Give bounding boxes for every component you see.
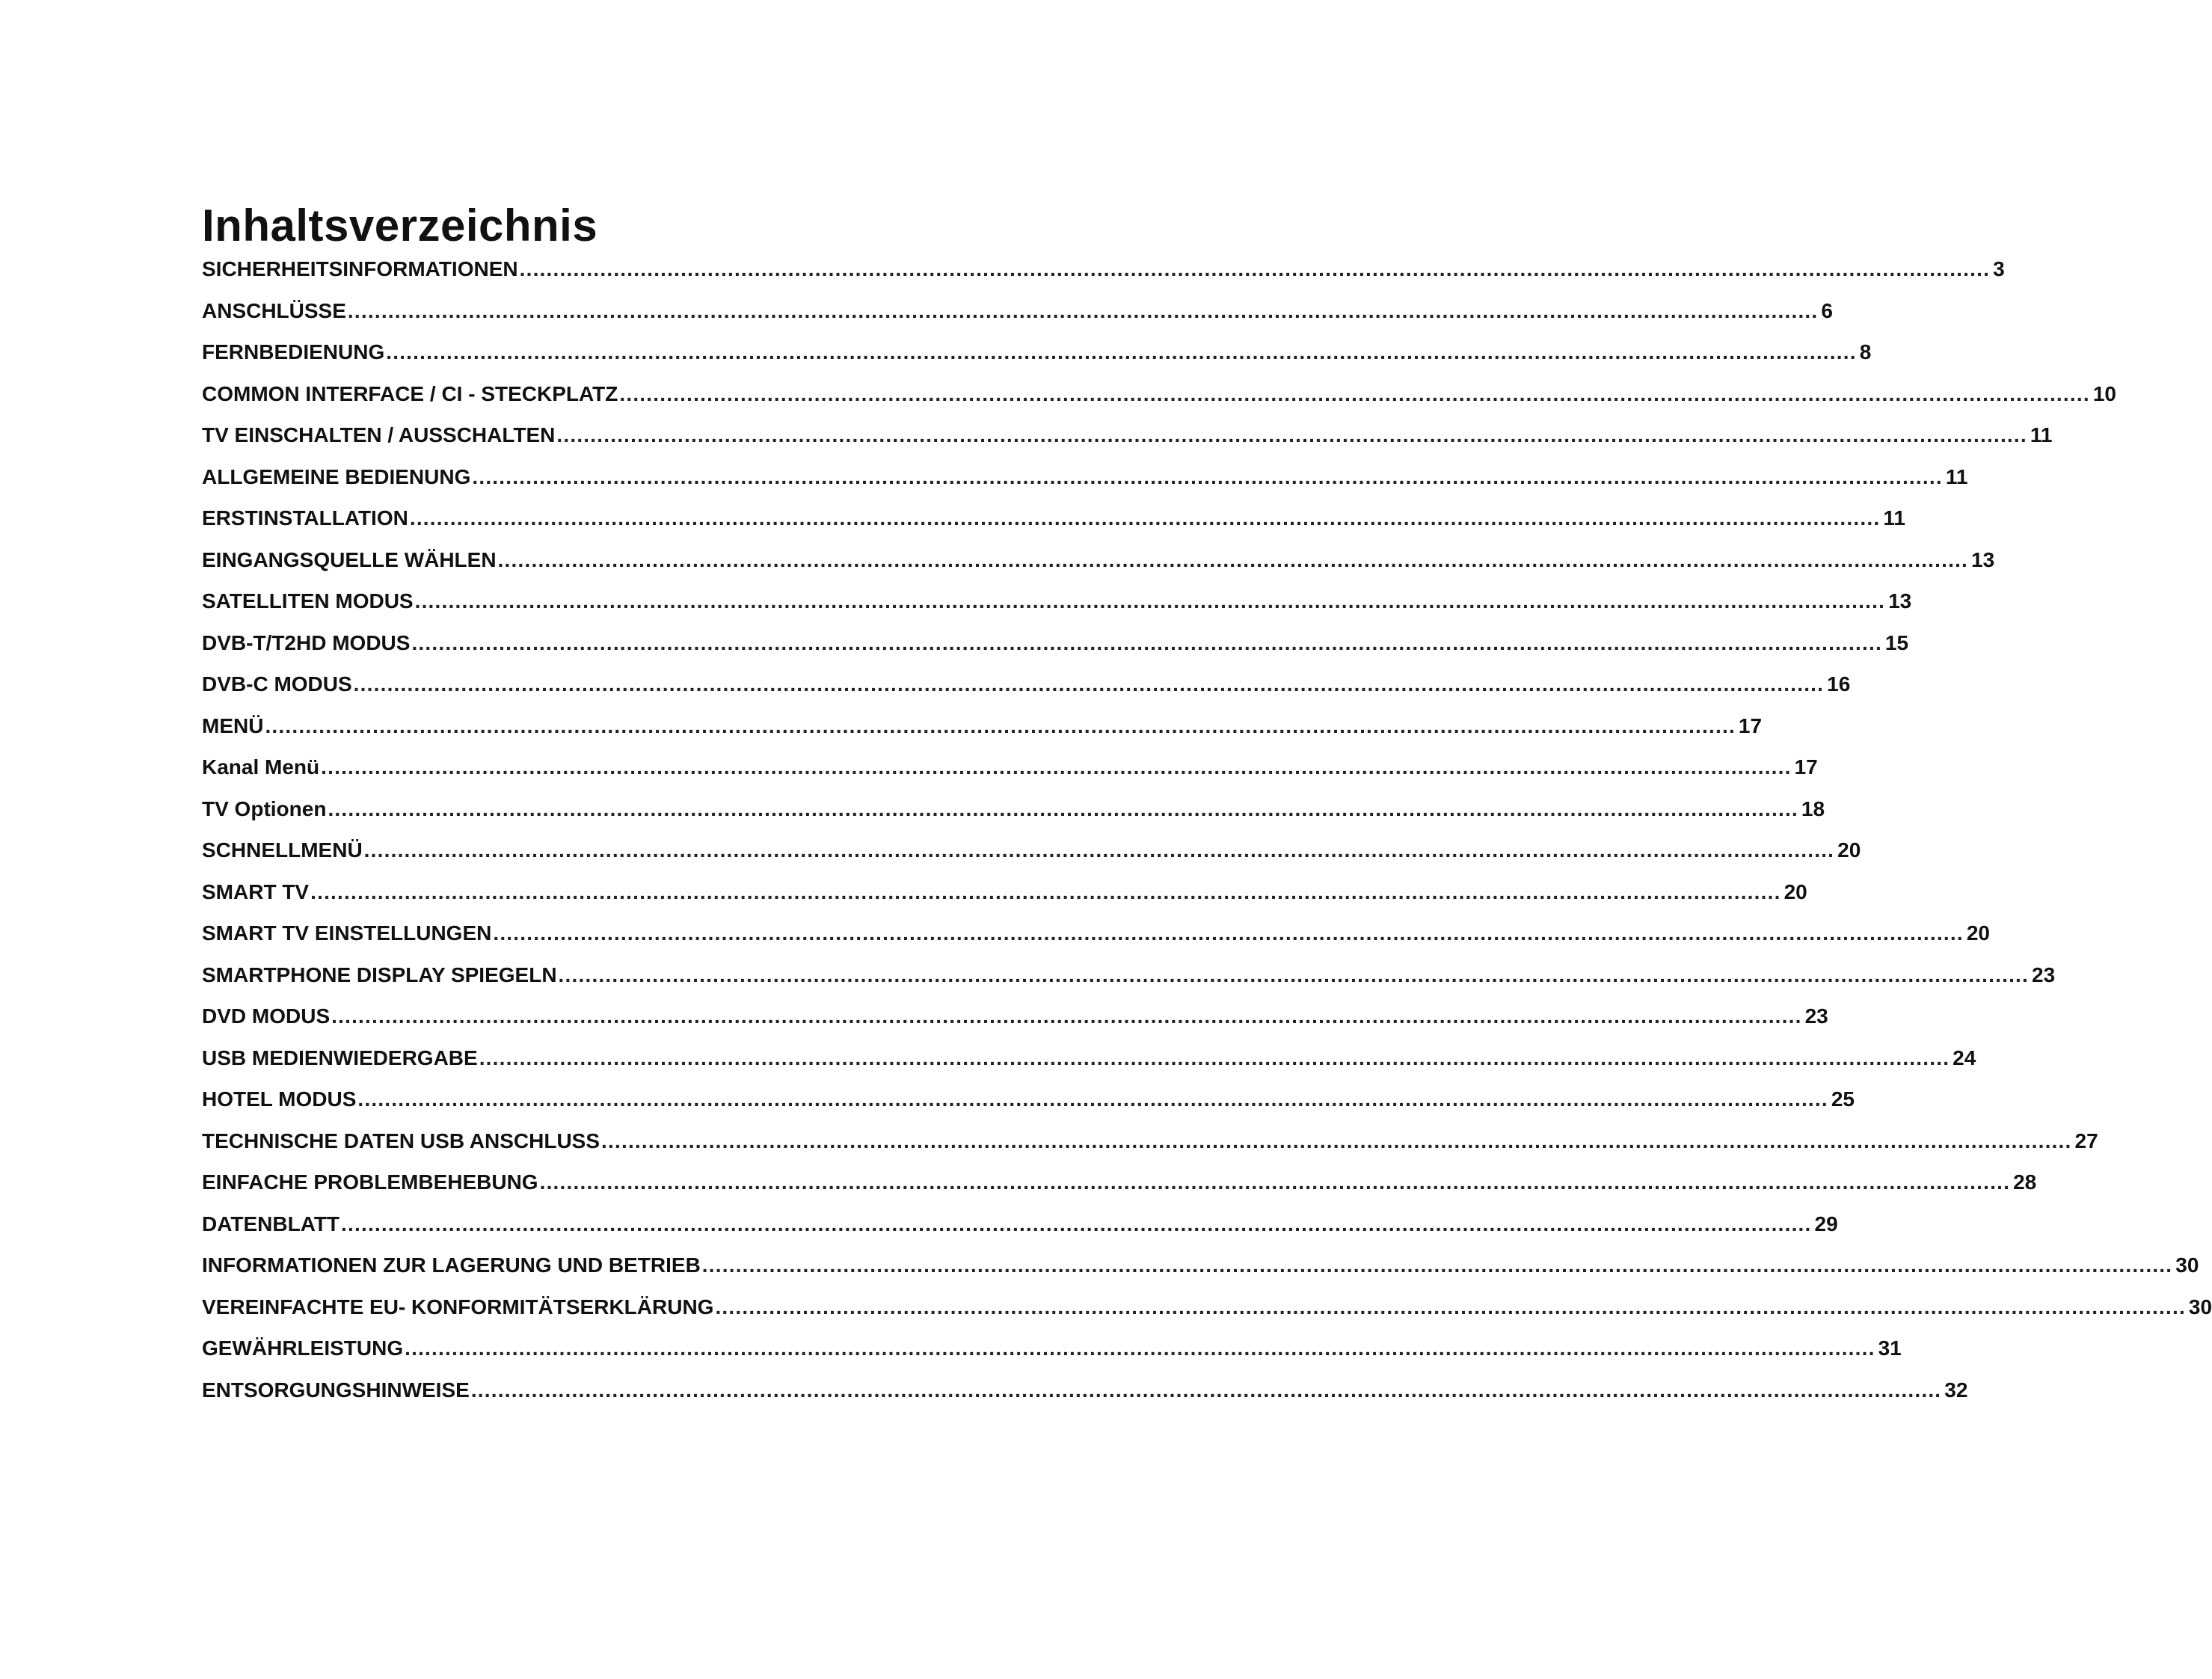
toc-entry-label: SMART TV xyxy=(202,880,310,903)
toc-entry[interactable] xyxy=(202,875,1807,917)
toc-entry[interactable] xyxy=(202,377,2116,419)
toc-entry-page-number: 23 xyxy=(1804,1004,1828,1028)
toc-entry-label: COMMON INTERFACE / CI - STECKPLATZ xyxy=(202,381,618,405)
toc-dot-leader: ........................................................................................................................................................................................................................... xyxy=(558,963,2030,986)
toc-entry-page-number: 24 xyxy=(1953,1046,1976,1069)
toc-entry-page-number: 15 xyxy=(1884,630,1909,654)
toc-list xyxy=(202,252,2212,1414)
toc-entry-page-number: 31 xyxy=(1878,1336,1902,1360)
toc-entry-page-number: 28 xyxy=(2013,1170,2037,1194)
toc-entry[interactable] xyxy=(202,460,1968,502)
toc-entry-label: SATELLITEN MODUS xyxy=(202,589,414,613)
toc-dot-leader: ........................................................................................................................................................................................................................... xyxy=(539,1170,2011,1194)
toc-dot-leader: ........................................................................................................................................................................................................................... xyxy=(353,672,1825,696)
toc-entry[interactable] xyxy=(202,958,2056,1000)
toc-entry-page-number: 6 xyxy=(1821,298,1833,322)
toc-entry[interactable] xyxy=(202,584,1912,626)
toc-entry-page-number: 17 xyxy=(1738,713,1763,737)
toc-entry[interactable] xyxy=(202,709,1763,751)
toc-entry[interactable] xyxy=(202,1331,1902,1373)
toc-entry[interactable] xyxy=(202,1082,1855,1124)
toc-entry[interactable] xyxy=(202,1207,1838,1249)
toc-entry-page-number: 13 xyxy=(1971,547,1995,571)
toc-entry-label: VEREINFACHTE EU- KONFORMITÄTSERKLÄRUNG xyxy=(202,1295,714,1319)
toc-dot-leader: ........................................................................................................................................................................................................................... xyxy=(328,796,1798,820)
toc-entry-label: ANSCHLÜSSE xyxy=(202,298,346,322)
toc-dot-leader: ........................................................................................................................................................................................................................... xyxy=(310,880,1781,903)
toc-dot-leader: ........................................................................................................................................................................................................................... xyxy=(405,1336,1875,1360)
toc-dot-leader: ........................................................................................................................................................................................................................... xyxy=(357,1087,1828,1111)
toc-dot-leader: ........................................................................................................................................................................................................................... xyxy=(414,589,1886,613)
toc-entry[interactable] xyxy=(202,294,1833,336)
toc-dot-leader: ........................................................................................................................................................................................................................... xyxy=(411,630,1882,654)
toc-entry-label: HOTEL MODUS xyxy=(202,1087,357,1111)
toc-entry-label: ERSTINSTALLATION xyxy=(202,506,408,530)
toc-dot-leader: ........................................................................................................................................................................................................................... xyxy=(497,547,1969,571)
toc-entry-label: GEWÄHRLEISTUNG xyxy=(202,1336,404,1360)
toc-entry-label: DVB-T/T2HD MODUS xyxy=(202,630,411,654)
toc-dot-leader: ........................................................................................................................................................................................................................... xyxy=(479,1046,1950,1069)
toc-entry[interactable] xyxy=(202,833,1861,875)
toc-entry[interactable] xyxy=(202,750,1818,792)
toc-entry-page-number: 17 xyxy=(1794,755,1818,779)
toc-entry-page-number: 27 xyxy=(2074,1129,2098,1152)
toc-entry[interactable] xyxy=(202,1373,1968,1415)
toc-entry-label: USB MEDIENWIEDERGABE xyxy=(202,1046,478,1069)
toc-entry-label: EINGANGSQUELLE WÄHLEN xyxy=(202,547,497,571)
toc-dot-leader: ........................................................................................................................................................................................................................... xyxy=(363,838,1835,862)
toc-entry-label: SMART TV EINSTELLUNGEN xyxy=(202,921,492,945)
toc-entry-label: SICHERHEITSINFORMATIONEN xyxy=(202,257,518,280)
toc-entry[interactable] xyxy=(202,335,1872,377)
toc-dot-leader: ........................................................................................................................................................................................................................... xyxy=(321,755,1792,779)
toc-entry-page-number: 3 xyxy=(1993,257,2005,280)
toc-entry-page-number: 20 xyxy=(1837,838,1861,862)
toc-dot-leader: ........................................................................................................................................................................................................................... xyxy=(341,1212,1812,1236)
toc-entry-label: INFORMATIONEN ZUR LAGERUNG UND BETRIEB xyxy=(202,1253,701,1277)
toc-entry[interactable] xyxy=(202,1165,2037,1207)
toc-entry-page-number: 11 xyxy=(1883,506,1905,530)
toc-entry[interactable] xyxy=(202,543,1995,585)
toc-dot-leader: ........................................................................................................................................................................................................................... xyxy=(556,423,2027,446)
toc-entry-label: TV Optionen xyxy=(202,796,327,820)
toc-dot-leader: ........................................................................................................................................................................................................................... xyxy=(409,506,1881,530)
toc-entry-page-number: 30 xyxy=(2188,1295,2212,1319)
toc-entry-page-number: 11 xyxy=(2030,423,2053,446)
toc-entry-label: TECHNISCHE DATEN USB ANSCHLUSS xyxy=(202,1129,600,1152)
toc-entry[interactable] xyxy=(202,1124,2098,1166)
toc-dot-leader: ........................................................................................................................................................................................................................... xyxy=(331,1004,1802,1028)
toc-dot-leader: ........................................................................................................................................................................................................................... xyxy=(619,381,2090,405)
toc-entry-label: DVB-C MODUS xyxy=(202,672,352,696)
toc-entry-label: Kanal Menü xyxy=(202,755,320,779)
toc-entry-page-number: 10 xyxy=(2092,381,2116,405)
toc-dot-leader: ........................................................................................................................................................................................................................... xyxy=(386,340,1857,363)
toc-entry-page-number: 20 xyxy=(1784,880,1807,903)
toc-entry[interactable] xyxy=(202,1290,2212,1332)
toc-entry-label: SMARTPHONE DISPLAY SPIEGELN xyxy=(202,963,557,986)
toc-dot-leader: ........................................................................................................................................................................................................................... xyxy=(265,713,1736,737)
toc-entry-page-number: 18 xyxy=(1801,796,1825,820)
toc-entry[interactable] xyxy=(202,626,1909,668)
toc-entry[interactable] xyxy=(202,1041,1976,1083)
toc-dot-leader: ........................................................................................................................................................................................................................... xyxy=(601,1129,2072,1152)
toc-entry-label: EINFACHE PROBLEMBEHEBUNG xyxy=(202,1170,538,1194)
toc-entry-label: MENÜ xyxy=(202,713,264,737)
toc-entry[interactable] xyxy=(202,252,2005,294)
toc-dot-leader: ........................................................................................................................................................................................................................... xyxy=(715,1295,2186,1319)
toc-entry[interactable] xyxy=(202,999,1828,1041)
toc-dot-leader: ........................................................................................................................................................................................................................... xyxy=(519,257,1991,280)
toc-entry-label: SCHNELLMENÜ xyxy=(202,838,363,862)
toc-entry-page-number: 8 xyxy=(1859,340,1872,363)
toc-entry-page-number: 29 xyxy=(1814,1212,1838,1236)
toc-title: Inhaltsverzeichnis xyxy=(202,200,598,251)
toc-entry[interactable] xyxy=(202,418,2053,460)
toc-entry-page-number: 23 xyxy=(2032,963,2056,986)
toc-dot-leader: ........................................................................................................................................................................................................................... xyxy=(701,1253,2173,1277)
toc-entry-label: ALLGEMEINE BEDIENUNG xyxy=(202,464,471,488)
toc-entry-label: FERNBEDIENUNG xyxy=(202,340,385,363)
toc-entry[interactable] xyxy=(202,792,1825,834)
toc-dot-leader: ........................................................................................................................................................................................................................... xyxy=(347,298,1819,322)
toc-entry-label: TV EINSCHALTEN / AUSSCHALTEN xyxy=(202,423,556,446)
toc-dot-leader: ........................................................................................................................................................................................................................... xyxy=(470,1378,1942,1402)
toc-entry-page-number: 11 xyxy=(1945,464,1968,488)
toc-entry[interactable] xyxy=(202,1248,2199,1290)
toc-entry-page-number: 32 xyxy=(1944,1378,1968,1402)
toc-entry-page-number: 13 xyxy=(1888,589,1912,613)
toc-entry-label: DATENBLATT xyxy=(202,1212,340,1236)
toc-entry-page-number: 20 xyxy=(1966,921,1990,945)
toc-entry-label: DVD MODUS xyxy=(202,1004,331,1028)
toc-dot-leader: ........................................................................................................................................................................................................................... xyxy=(493,921,1964,945)
toc-entry[interactable] xyxy=(202,667,1851,709)
toc-entry[interactable] xyxy=(202,916,1990,958)
toc-entry-page-number: 25 xyxy=(1831,1087,1855,1111)
toc-entry[interactable] xyxy=(202,501,1905,543)
toc-entry-label: ENTSORGUNGSHINWEISE xyxy=(202,1378,470,1402)
toc-entry-page-number: 16 xyxy=(1827,672,1851,696)
toc-dot-leader: ........................................................................................................................................................................................................................... xyxy=(472,464,1943,488)
toc-entry-page-number: 30 xyxy=(2175,1253,2199,1277)
